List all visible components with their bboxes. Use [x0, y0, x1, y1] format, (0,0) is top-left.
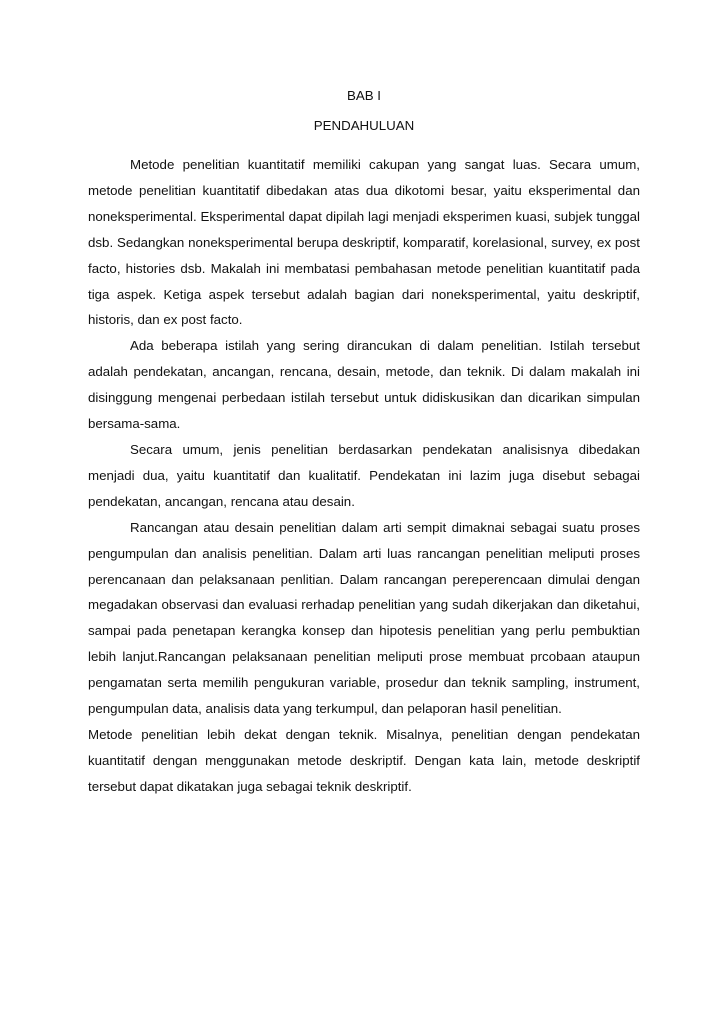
paragraph-intro: Metode penelitian kuantitatif memiliki cakupan yang sangat luas. Secara umum, metode penelitian kuantitatif dibedakan atas dua dikotomi besar, yaitu eksperimental dan noneksperimental. Eksperimental dapat dipilah lagi menjadi eksperimen kuasi, subjek tunggal dsb. Sedangkan noneksperimental berupa deskriptif, komparatif, korelasional, survey, ex post facto, histories dsb. Makalah ini membatasi pembahasan metode penelitian kuantitatif pada tiga aspek. Ketiga aspek tersebut adalah bagian dari noneksperimental, yaitu deskriptif, historis, dan ex post facto. [88, 157, 640, 328]
chapter-title: PENDAHULUAN [313, 118, 415, 133]
chapter-heading: BAB I [347, 88, 381, 103]
paragraph-method: Metode penelitian lebih dekat dengan teknik. Misalnya, penelitian dengan pendekatan kuantitatif dengan menggunakan metode deskriptif. Dengan kata lain, metode deskriptif tersebut dapat dikatakan juga sebagai teknik deskriptif. [88, 726, 640, 794]
paragraph-approach: Secara umum, jenis penelitian berdasarkan pendekatan analisisnya dibedakan menjadi dua, yaitu kuantitatif dan kualitatif. Pendekatan ini lazim juga disebut sebagai pendekatan, ancangan, rencana atau desain. [88, 441, 640, 509]
paragraph-design: Rancangan atau desain penelitian dalam arti sempit dimaknai sebagai suatu proses pengumpulan dan analisis penelitian. Dalam arti luas rancangan penelitian meliputi proses perencanaan dan pelaksanaan penlitian. Dalam rancangan pereperencaan dimulai dengan megadakan observasi dan evaluasi rerhadap penelitian yang sudah dikerjakan dan diketahui, sampai pada penetapan kerangka konsep dan hipotesis penelitian yang perlu pembuktian lebih lanjut.Rancangan pelaksanaan penelitian meliputi prose membuat prcobaan ataupun pengamatan serta memilih pengukuran variable, prosedur dan teknik sampling, instrument, pengumpulan data, analisis data yang terkumpul, dan pelaporan hasil penelitian. [88, 519, 640, 717]
paragraph-terms: Ada beberapa istilah yang sering dirancukan di dalam penelitian. Istilah tersebut adalah pendekatan, ancangan, rencana, desain, metode, dan teknik. Di dalam makalah ini disinggung mengenai perbedaan istilah tersebut untuk didiskusikan dan dicarikan simpulan bersama-sama. [88, 338, 640, 432]
document-body [88, 152, 640, 800]
